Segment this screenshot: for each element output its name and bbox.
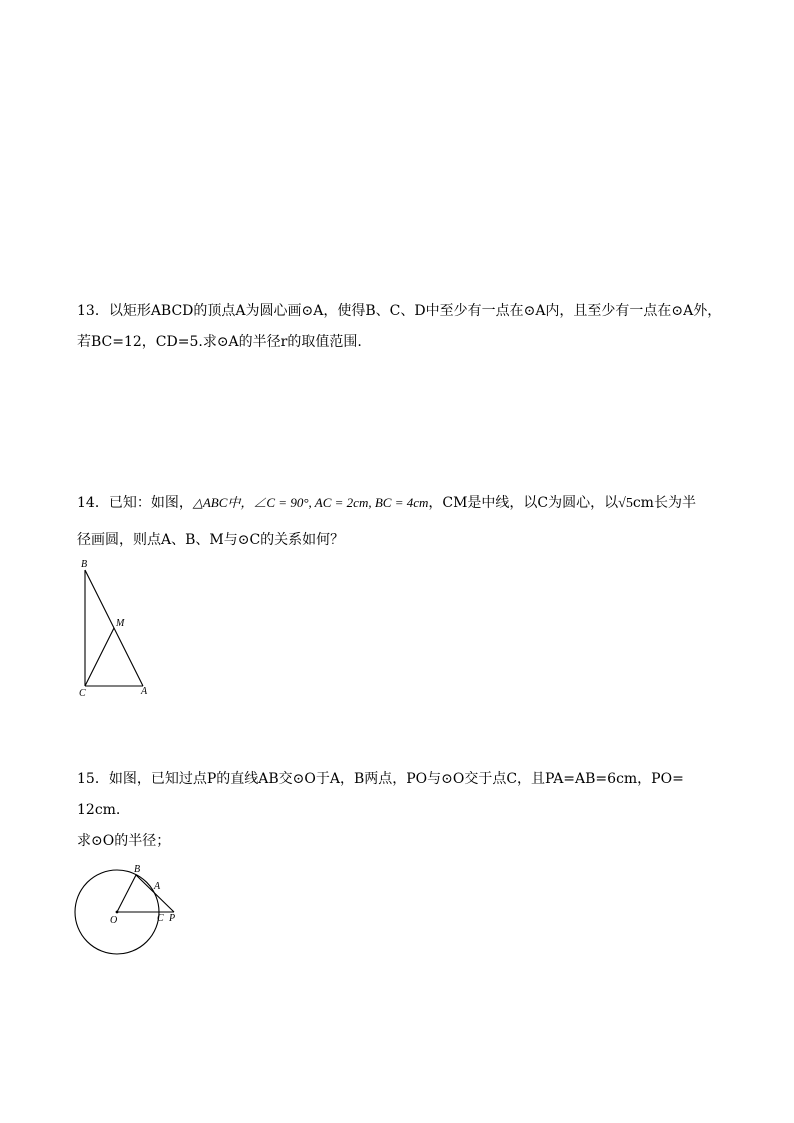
label-o: O xyxy=(110,915,118,926)
q15-line2: 12cm. xyxy=(77,802,121,818)
label-a: A xyxy=(141,686,148,697)
segment-cm xyxy=(85,628,114,686)
q14-sqrt: √5 xyxy=(618,496,633,511)
label-a: A xyxy=(154,881,161,892)
segment-ob xyxy=(117,875,136,912)
label-p: P xyxy=(169,913,176,924)
q14-triangle-figure xyxy=(70,555,165,700)
q15-line1: 15．如图，已知过点P的直线AB交⊙O于A，B两点，PO与⊙O交于点C，且PA=AB=6cm，PO= xyxy=(77,771,684,787)
q14-line1 xyxy=(77,494,696,513)
q14-suffix: cm长为半 xyxy=(632,495,696,511)
label-m: M xyxy=(116,618,125,629)
label-c: C xyxy=(79,688,86,699)
center-point-o xyxy=(116,911,119,914)
q14-line2: 径画圆，则点A、B、M与⊙C的关系如何？ xyxy=(77,532,345,548)
q13-line2: 若BC=12，CD=5.求⊙A的半径r的取值范围. xyxy=(77,334,362,350)
q14-prefix: 14．已知：如图， xyxy=(77,495,193,511)
q14-middle: ，CM是中线，以C为圆心，以 xyxy=(428,495,619,511)
q14-math-condition: △ABC中，∠C = 90°, AC = 2cm, BC = 4cm xyxy=(192,495,429,510)
label-c: C xyxy=(157,913,164,924)
q13-line1: 13．以矩形ABCD的顶点A为圆心画⊙A，使得B、C、D中至少有一点在⊙A内，且至少有一点在⊙A外， xyxy=(77,303,722,319)
label-b: B xyxy=(81,559,88,570)
q15-line3: 求⊙O的半径； xyxy=(77,833,171,849)
q15-circle-figure xyxy=(70,858,185,958)
label-b: B xyxy=(134,864,141,875)
